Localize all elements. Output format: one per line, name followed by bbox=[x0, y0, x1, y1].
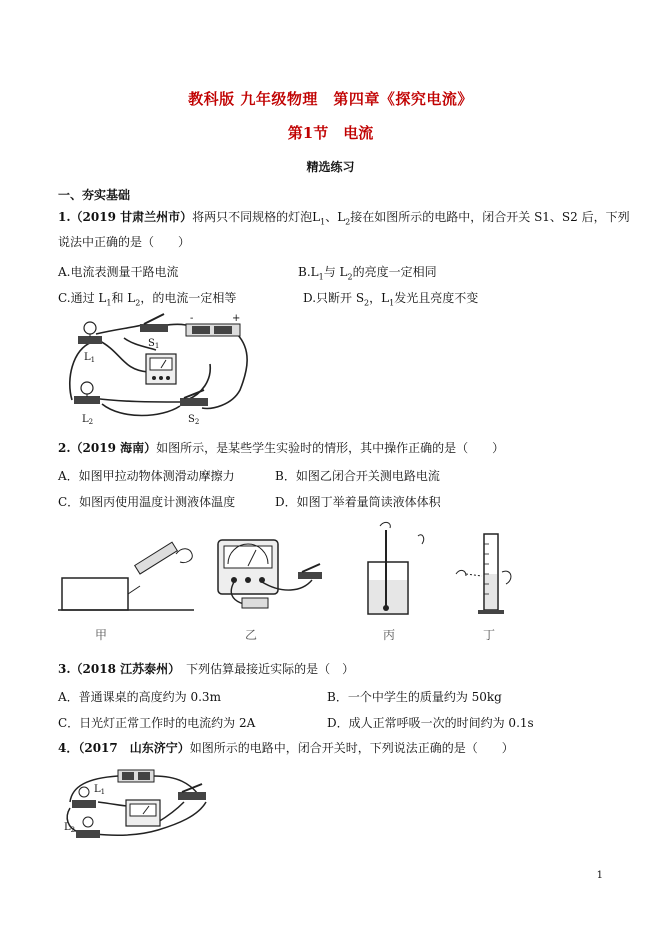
battery bbox=[186, 324, 240, 336]
question-4-stem bbox=[58, 740, 514, 756]
question-2-stem bbox=[58, 440, 504, 456]
subscript: 2 bbox=[347, 272, 353, 282]
eye bbox=[456, 570, 466, 576]
question-1-stem bbox=[58, 209, 630, 230]
option-b: B．一个中学生的质量约为 50kg bbox=[327, 690, 502, 704]
label-plus: + bbox=[232, 313, 241, 324]
label-s2: $S_2$ bbox=[188, 414, 200, 426]
stem-text: 如图所示，是某些学生实验时的情形，其中操作正确的是（ ） bbox=[156, 441, 505, 455]
lamp-label: L bbox=[312, 210, 321, 224]
option-text: D.只断开 S bbox=[303, 291, 365, 305]
option-text: 发光且亮度不变 bbox=[394, 291, 479, 305]
subscript: 1 bbox=[318, 272, 324, 282]
spring-scale bbox=[135, 542, 178, 574]
switch bbox=[178, 784, 206, 800]
question-source: （2018 江苏泰州） bbox=[70, 662, 175, 676]
caption-yi: 乙 bbox=[245, 628, 258, 642]
option-text: 与 L bbox=[323, 265, 348, 279]
switch-s1 bbox=[140, 314, 168, 332]
caption-bing: 丙 bbox=[383, 628, 396, 642]
question-1-stem-line2: 说法中正确的是（ ） bbox=[58, 235, 191, 249]
option-d bbox=[303, 289, 478, 307]
figure-bing bbox=[360, 520, 430, 618]
subscript: 2 bbox=[364, 298, 370, 308]
block bbox=[62, 578, 128, 610]
question-source: （2019 甘肃兰州市） bbox=[70, 210, 193, 224]
section-title: 第1节 电流 bbox=[287, 124, 374, 142]
wire bbox=[154, 776, 198, 794]
figure-ding bbox=[452, 528, 532, 618]
label-l2: $L_2$ bbox=[64, 822, 76, 834]
option-d: D．成人正常呼吸一次的时间约为 0.1s bbox=[327, 716, 534, 730]
option-text: B.L bbox=[298, 265, 319, 279]
label-l1: $L_1$ bbox=[94, 784, 106, 796]
caption-ding: 丁 bbox=[483, 628, 496, 642]
hand bbox=[502, 571, 511, 584]
label-s1: $S_1$ bbox=[148, 338, 160, 350]
question-3-stem bbox=[58, 661, 354, 677]
option-text: 的亮度一定相同 bbox=[352, 265, 437, 279]
option-b bbox=[298, 263, 437, 281]
wire bbox=[92, 398, 180, 402]
stem-text: 如图所示的电路中，闭合开关时，下列说法正确的是（ ） bbox=[189, 741, 514, 755]
wire bbox=[96, 324, 146, 334]
separator: 、 bbox=[325, 210, 338, 224]
string bbox=[128, 586, 140, 594]
figure-jia bbox=[58, 520, 198, 615]
option-c bbox=[58, 289, 236, 307]
option-text: ，L bbox=[369, 291, 390, 305]
lamp-label: L bbox=[337, 210, 346, 224]
page-number: 1 bbox=[596, 870, 603, 881]
subscript: 1 bbox=[320, 217, 326, 227]
document-title: 教科版 九年级物理 第四章《探究电流》 bbox=[188, 90, 473, 108]
q1-circuit-figure bbox=[62, 310, 252, 435]
option-a: A.电流表测量干路电流 bbox=[58, 265, 179, 279]
option-a: A．普通课桌的高度约为 0.3m bbox=[58, 690, 221, 704]
option-a: A．如图甲拉动物体测滑动摩擦力 bbox=[58, 469, 235, 483]
eye bbox=[418, 535, 424, 544]
question-number: 1. bbox=[58, 210, 71, 224]
question-number: 4． bbox=[58, 741, 79, 755]
caption-jia: 甲 bbox=[95, 628, 108, 642]
question-number: 3. bbox=[58, 662, 71, 676]
exercise-heading: 精选练习 bbox=[306, 160, 355, 174]
option-text: 和 L bbox=[111, 291, 136, 305]
subscript: 2 bbox=[135, 298, 141, 308]
ammeter bbox=[126, 800, 160, 826]
switch-s2 bbox=[180, 390, 208, 406]
wire bbox=[102, 404, 180, 416]
option-b: B．如图乙闭合开关测电路电流 bbox=[275, 469, 440, 483]
lamp-l2 bbox=[74, 382, 100, 404]
label-l2: $L_2$ bbox=[82, 414, 94, 426]
stem-text: 接在如图所示的电路中，闭合开关 S1、S2 后，下列 bbox=[350, 210, 630, 224]
battery bbox=[118, 770, 154, 782]
question-source: （2019 海南） bbox=[70, 441, 157, 455]
subscript: 1 bbox=[389, 298, 395, 308]
subscript: 2 bbox=[345, 217, 351, 227]
hand bbox=[176, 549, 192, 563]
figure-yi bbox=[212, 534, 332, 616]
stem-text: 将两只不同规格的灯泡 bbox=[192, 210, 313, 224]
part-heading: 一、夯实基础 bbox=[58, 188, 131, 202]
option-c: C．如图丙使用温度计测液体温度 bbox=[58, 495, 236, 509]
option-d: D．如图丁举着量筒读液体体积 bbox=[275, 495, 441, 509]
q4-circuit-figure bbox=[58, 762, 218, 844]
question-source: （2017 山东济宁） bbox=[78, 741, 190, 755]
label-minus: - bbox=[190, 313, 194, 324]
switch bbox=[298, 572, 322, 579]
option-c: C．日光灯正常工作时的电流约为 2A bbox=[58, 716, 256, 730]
stem-text: 下列估算最接近实际的是（ ） bbox=[174, 662, 355, 676]
wire bbox=[98, 802, 128, 806]
battery bbox=[242, 598, 268, 608]
option-text: ，的电流一定相等 bbox=[140, 291, 237, 305]
question-number: 2. bbox=[58, 441, 71, 455]
meter-dial bbox=[224, 546, 272, 568]
wire bbox=[158, 802, 184, 822]
subscript: 1 bbox=[106, 298, 112, 308]
wire bbox=[202, 334, 247, 408]
label-l1: $L_1$ bbox=[84, 352, 96, 364]
option-text: C.通过 L bbox=[58, 291, 107, 305]
hand bbox=[380, 522, 390, 528]
lamp-l2 bbox=[76, 817, 100, 838]
liquid bbox=[485, 574, 497, 609]
ammeter bbox=[146, 354, 176, 384]
